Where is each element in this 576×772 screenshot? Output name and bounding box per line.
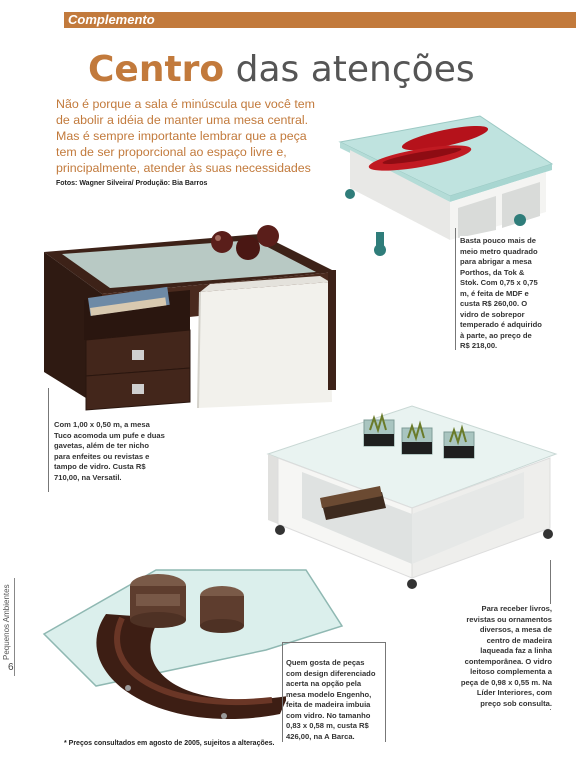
caption-engenho: Quem gosta de peças com design diferenciado acerta na opção pela mesa modelo Engenho, feita de madeira imbuia com vidro. No tamanho 0,83 x 0,58 m, custa R$ 426,00, na A Barca. [286, 658, 380, 742]
caption-tuco: Com 1,00 x 0,50 m, a mesa Tuco acomoda um pufe e duas gavetas, além de ter nicho para enfeites ou revistas e tampo de vidro. Custa R$ 710,00, na Versatil. [54, 420, 165, 482]
page-number: 6 [8, 662, 14, 673]
caption-porthos: Basta pouco mais de meio metro quadrado para abrigar a mesa Porthos, da Tok & Stok. Com 0,75 x 0,75 m, é feita de MDF e custa R$ 260,00. O vidro de sobrepor temperado é adquirido à parte, ao preço de R$ 218,00. [460, 236, 542, 350]
caption-lider: Para receber livros, revistas ou ornamentos diversos, a mesa de centro de madeira laqueada faz a linha contemporânea. O vidro leitoso complementa a peça de 0,98 x 0,55 m. Na Líder Interiores, com preço sob consulta. [456, 604, 552, 709]
photo-tuco-table [40, 222, 340, 422]
price-footnote: * Preços consultados em agosto de 2005, sujeitos a alterações. [64, 740, 275, 747]
title-strong: Centro [88, 49, 225, 90]
photo-credits: Fotos: Wagner Silveira/ Produção: Bia Barros [56, 180, 208, 187]
caption-frame-tuco [48, 388, 49, 492]
margin-section-label: Pequenos Ambientes [2, 584, 11, 660]
article-title [88, 48, 475, 92]
article-lead: Não é porque a sala é minúscula que você tem de abolir a idéia de manter uma mesa central. Mas é sempre importante lembrar que a peça tem de ser proporcional ao espaço livre e, principalmente, atender às suas necessidades [56, 97, 315, 175]
section-label: Complemento [68, 12, 155, 27]
title-light: das atenções [235, 49, 475, 90]
margin-divider [14, 578, 15, 676]
margin-section-name [2, 580, 14, 660]
section-header-bar [64, 12, 576, 28]
